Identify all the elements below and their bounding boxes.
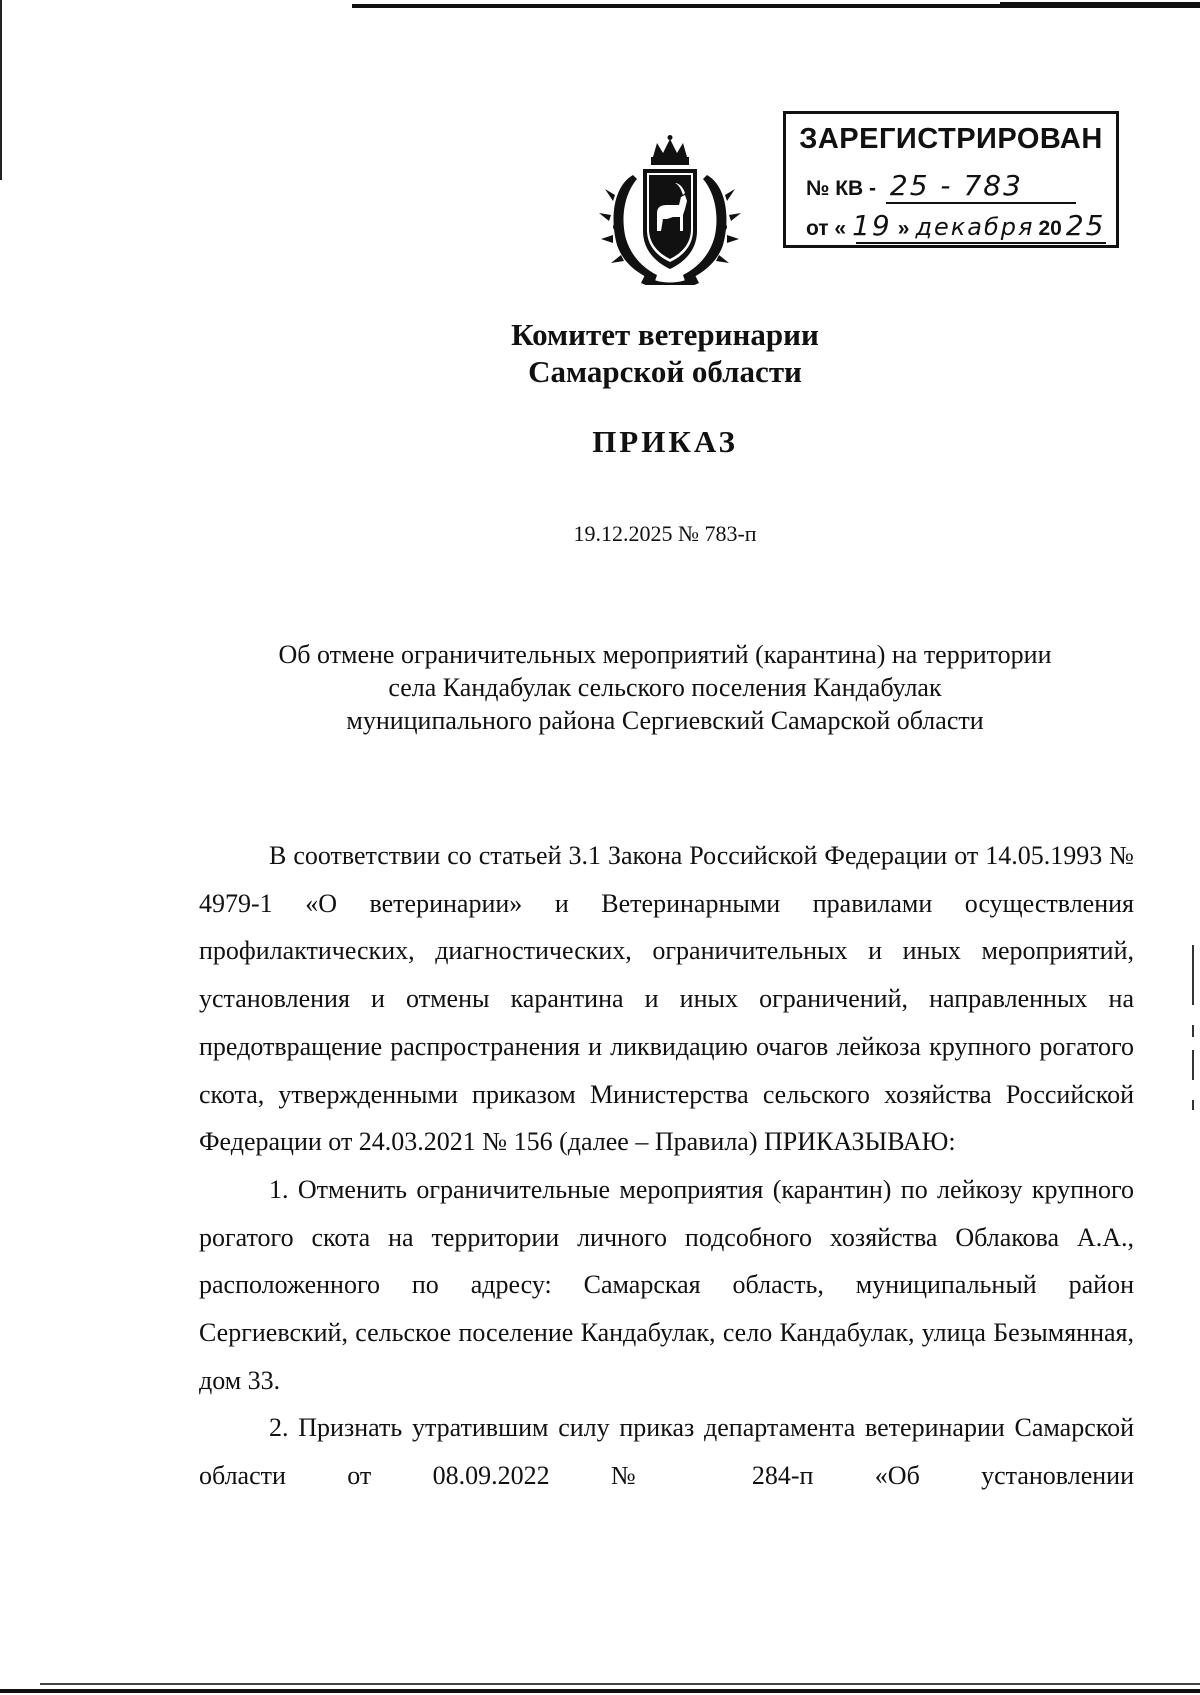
registration-stamp <box>783 111 1119 248</box>
body-item-2: 2. Признать утратившим силу приказ департамента ветеринарии Самарской области от 08.09.2022 № 284-п «Об установлении <box>199 1413 1134 1491</box>
coat-of-arms-emblem <box>595 135 745 285</box>
document-body <box>199 832 1134 1500</box>
organization-name-line1: Комитет ветеринарии <box>511 317 819 352</box>
stamp-date-day: 19 <box>852 209 892 242</box>
stamp-date-year-prefix: 20 <box>1038 217 1062 240</box>
organization-name-line2: Самарской области <box>528 354 802 389</box>
scan-edge-bottom <box>0 1689 1200 1693</box>
stamp-number-underline <box>886 202 1076 204</box>
stamp-number-value: 25 - 783 <box>889 169 1023 202</box>
scan-mark-right-4 <box>1192 1100 1194 1110</box>
stamp-number-label: № КВ - <box>806 177 877 200</box>
scan-edge-left <box>0 0 2 180</box>
subject-line3: муниципального района Сергиевский Самарской области <box>346 706 984 735</box>
subject-line2: села Кандабулак сельского поселения Кандабулак <box>388 673 942 702</box>
scan-edge-bottom-thin <box>40 1683 1200 1685</box>
stamp-title: ЗАРЕГИСТРИРОВАН <box>799 123 1103 155</box>
stamp-date-mid: » <box>897 217 910 240</box>
scan-mark-right-1 <box>1192 945 1194 1005</box>
document-date-number: 19.12.2025 № 783-п <box>573 521 757 546</box>
stamp-date-row <box>806 209 1105 242</box>
document-subject <box>0 638 1200 737</box>
stamp-number-row <box>806 169 1023 202</box>
organization-name <box>0 316 1200 390</box>
stamp-date-month: декабря <box>915 213 1035 241</box>
stamp-date-prefix: от « <box>806 217 847 240</box>
document-type: ПРИКАЗ <box>592 424 738 459</box>
scan-mark-right-2 <box>1192 1025 1194 1037</box>
stamp-date-year-suffix: 25 <box>1065 209 1106 242</box>
body-item-1: 1. Отменить ограничительные мероприятия (карантин) по лейкозу крупного рогатого скота на территории личного подсобного хозяйства Облакова А.А., расположенного по адресу: Самарская область, муниципальный район Сергиевский, сельское поселение Кандабулак, село Кандабулак, улица Безымянная, дом 33. <box>199 1174 1134 1395</box>
subject-line1: Об отмене ограничительных мероприятий (карантина) на территории <box>278 640 1052 669</box>
scan-mark-right-3 <box>1192 1050 1194 1080</box>
scan-edge-top-right <box>1000 2 1200 8</box>
body-preamble: В соответствии со статьей 3.1 Закона Российской Федерации от 14.05.1993 № 4979-1 «О ветеринарии» и Ветеринарными правилами осуществления профилактических, диагностических, ограничительных и иных мероприятий, установления и отмены карантина и иных ограничений, направленных на предотвращение распространения и ликвидацию очагов лейкоза крупного рогатого скота, утвержденными приказом Министерства сельского хозяйства Российской Федерации от 24.03.2021 № 156 (далее – Правила) ПРИКАЗЫВАЮ: <box>199 841 1134 1157</box>
stamp-date-underline <box>856 242 1106 244</box>
